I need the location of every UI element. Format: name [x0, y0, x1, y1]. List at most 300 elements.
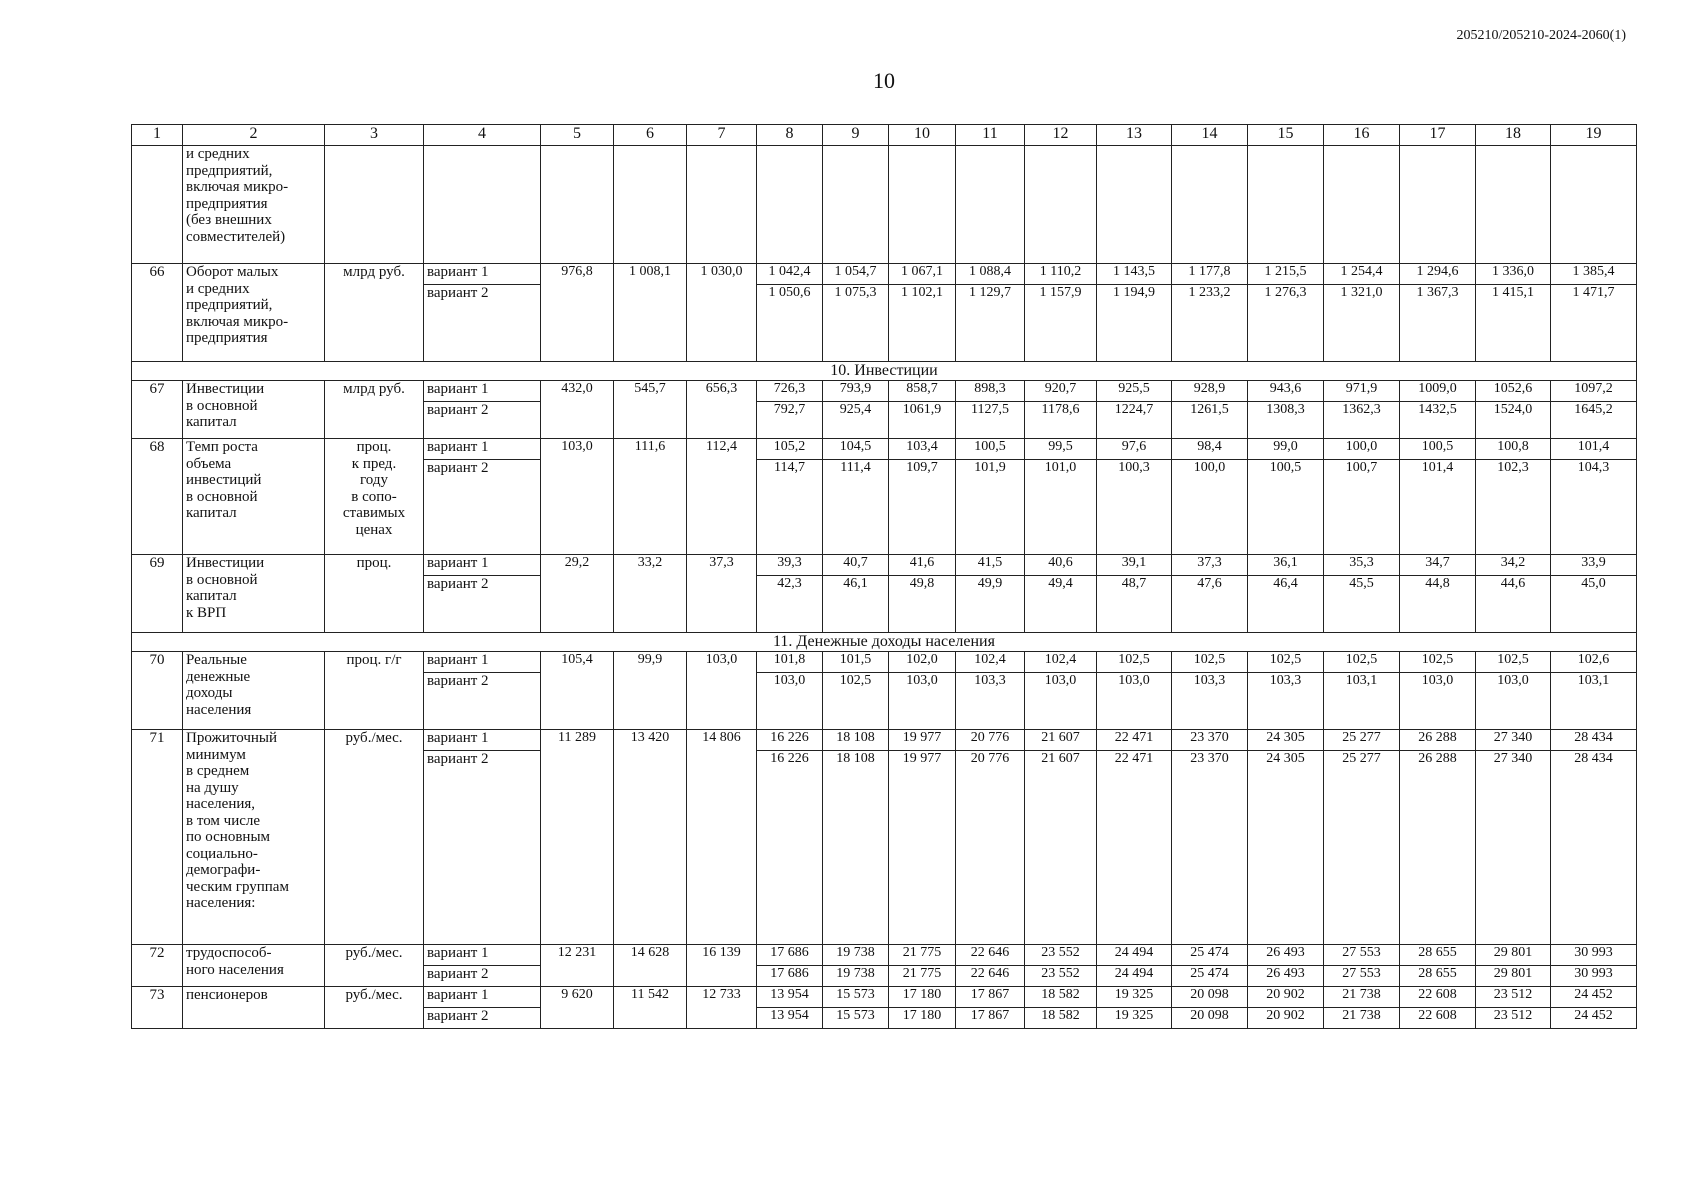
- value-cell: 102,5: [1476, 652, 1551, 673]
- table-row: [132, 146, 1637, 264]
- variant-label: вариант 2: [424, 460, 541, 555]
- value-cell: 9 620: [541, 987, 614, 1029]
- value-cell: 17 867: [956, 1008, 1025, 1029]
- value-cell: 114,7: [757, 460, 823, 555]
- table-row: [132, 987, 1637, 1008]
- value-cell: 1 254,4: [1324, 264, 1400, 285]
- value-cell: 11 542: [614, 987, 687, 1029]
- indicator-name: Оборот малых и средних предприятий, включая микро- предприятия: [183, 264, 325, 362]
- value-cell: 1 054,7: [823, 264, 889, 285]
- column-number: 17: [1400, 125, 1476, 146]
- value-cell: 943,6: [1248, 381, 1324, 402]
- value-cell: 13 954: [757, 1008, 823, 1029]
- value-cell: 102,5: [1324, 652, 1400, 673]
- value-cell: 24 305: [1248, 751, 1324, 945]
- value-cell: [1172, 146, 1248, 264]
- value-cell: 18 108: [823, 730, 889, 751]
- value-cell: 1009,0: [1400, 381, 1476, 402]
- value-cell: 27 340: [1476, 751, 1551, 945]
- value-cell: 898,3: [956, 381, 1025, 402]
- value-cell: 1097,2: [1551, 381, 1637, 402]
- value-cell: 19 738: [823, 966, 889, 987]
- variant-label: вариант 1: [424, 439, 541, 460]
- value-cell: 103,0: [1097, 673, 1172, 730]
- value-cell: [1400, 146, 1476, 264]
- row-number: 72: [132, 945, 183, 987]
- column-number: 15: [1248, 125, 1324, 146]
- value-cell: 1 075,3: [823, 285, 889, 362]
- unit-cell: проц. г/г: [325, 652, 424, 730]
- value-cell: [823, 146, 889, 264]
- variant-label: вариант 2: [424, 576, 541, 633]
- value-cell: [424, 146, 541, 264]
- value-cell: 1 008,1: [614, 264, 687, 362]
- value-cell: 1 233,2: [1172, 285, 1248, 362]
- value-cell: 21 775: [889, 966, 956, 987]
- value-cell: 925,5: [1097, 381, 1172, 402]
- value-cell: 1052,6: [1476, 381, 1551, 402]
- value-cell: 30 993: [1551, 966, 1637, 987]
- value-cell: 21 738: [1324, 1008, 1400, 1029]
- value-cell: 24 494: [1097, 945, 1172, 966]
- value-cell: 1 415,1: [1476, 285, 1551, 362]
- value-cell: 103,1: [1551, 673, 1637, 730]
- value-cell: 976,8: [541, 264, 614, 362]
- value-cell: 1 336,0: [1476, 264, 1551, 285]
- value-cell: 100,0: [1324, 439, 1400, 460]
- unit-cell: млрд руб.: [325, 264, 424, 362]
- value-cell: 100,5: [1248, 460, 1324, 555]
- value-cell: 928,9: [1172, 381, 1248, 402]
- value-cell: 41,6: [889, 555, 956, 576]
- value-cell: 102,5: [1400, 652, 1476, 673]
- value-cell: 14 806: [687, 730, 757, 945]
- value-cell: 1 385,4: [1551, 264, 1637, 285]
- indicator-name: Инвестиции в основной капитал: [183, 381, 325, 439]
- value-cell: 40,7: [823, 555, 889, 576]
- section-title: 10. Инвестиции: [132, 362, 1637, 381]
- forecast-table: [131, 124, 1637, 1029]
- value-cell: [325, 146, 424, 264]
- value-cell: 27 553: [1324, 966, 1400, 987]
- value-cell: 41,5: [956, 555, 1025, 576]
- table-row: [132, 730, 1637, 751]
- value-cell: 25 474: [1172, 966, 1248, 987]
- value-cell: 26 288: [1400, 730, 1476, 751]
- value-cell: 105,4: [541, 652, 614, 730]
- value-cell: [889, 146, 956, 264]
- unit-cell: руб./мес.: [325, 730, 424, 945]
- section-title: 11. Денежные доходы населения: [132, 633, 1637, 652]
- value-cell: 20 776: [956, 730, 1025, 751]
- value-cell: [1551, 146, 1637, 264]
- indicator-name: Реальные денежные доходы населения: [183, 652, 325, 730]
- value-cell: 20 098: [1172, 987, 1248, 1008]
- value-cell: 1178,6: [1025, 402, 1097, 439]
- value-cell: 30 993: [1551, 945, 1637, 966]
- row-number: 66: [132, 264, 183, 362]
- value-cell: 23 552: [1025, 966, 1097, 987]
- row-number: 70: [132, 652, 183, 730]
- column-number: 16: [1324, 125, 1400, 146]
- column-number: 12: [1025, 125, 1097, 146]
- unit-cell: проц. к пред. году в сопо- ставимых ценах: [325, 439, 424, 555]
- value-cell: 13 954: [757, 987, 823, 1008]
- value-cell: [541, 146, 614, 264]
- value-cell: 103,0: [541, 439, 614, 555]
- value-cell: 15 573: [823, 1008, 889, 1029]
- value-cell: 1432,5: [1400, 402, 1476, 439]
- value-cell: 16 139: [687, 945, 757, 987]
- value-cell: [1476, 146, 1551, 264]
- value-cell: 101,0: [1025, 460, 1097, 555]
- section-row: [132, 633, 1637, 652]
- value-cell: 21 607: [1025, 751, 1097, 945]
- value-cell: 21 738: [1324, 987, 1400, 1008]
- value-cell: 11 289: [541, 730, 614, 945]
- column-number: 7: [687, 125, 757, 146]
- value-cell: 14 628: [614, 945, 687, 987]
- value-cell: 103,0: [687, 652, 757, 730]
- value-cell: 42,3: [757, 576, 823, 633]
- section-row: [132, 362, 1637, 381]
- value-cell: 101,8: [757, 652, 823, 673]
- value-cell: 19 977: [889, 751, 956, 945]
- value-cell: 22 646: [956, 966, 1025, 987]
- value-cell: 112,4: [687, 439, 757, 555]
- value-cell: 34,7: [1400, 555, 1476, 576]
- column-number: 19: [1551, 125, 1637, 146]
- value-cell: 25 474: [1172, 945, 1248, 966]
- value-cell: 29 801: [1476, 966, 1551, 987]
- value-cell: 49,9: [956, 576, 1025, 633]
- value-cell: 12 733: [687, 987, 757, 1029]
- value-cell: 23 370: [1172, 730, 1248, 751]
- value-cell: 103,0: [1476, 673, 1551, 730]
- value-cell: 103,0: [1400, 673, 1476, 730]
- value-cell: 17 180: [889, 987, 956, 1008]
- value-cell: 1362,3: [1324, 402, 1400, 439]
- value-cell: 103,0: [1025, 673, 1097, 730]
- value-cell: 100,5: [956, 439, 1025, 460]
- indicator-name: Инвестиции в основной капитал к ВРП: [183, 555, 325, 633]
- column-number: 9: [823, 125, 889, 146]
- value-cell: 1 030,0: [687, 264, 757, 362]
- value-cell: 100,0: [1172, 460, 1248, 555]
- value-cell: 19 325: [1097, 987, 1172, 1008]
- value-cell: 1224,7: [1097, 402, 1172, 439]
- value-cell: 1261,5: [1172, 402, 1248, 439]
- value-cell: 24 452: [1551, 1008, 1637, 1029]
- value-cell: 102,0: [889, 652, 956, 673]
- value-cell: 99,9: [614, 652, 687, 730]
- column-number: 4: [424, 125, 541, 146]
- value-cell: [1324, 146, 1400, 264]
- value-cell: 37,3: [687, 555, 757, 633]
- document-id: 205210/205210-2024-2060(1): [1456, 28, 1626, 43]
- value-cell: 29 801: [1476, 945, 1551, 966]
- column-number: 6: [614, 125, 687, 146]
- value-cell: 1 102,1: [889, 285, 956, 362]
- row-number: [132, 146, 183, 264]
- indicator-name: пенсионеров: [183, 987, 325, 1029]
- value-cell: 102,5: [1248, 652, 1324, 673]
- column-number: 18: [1476, 125, 1551, 146]
- value-cell: 104,3: [1551, 460, 1637, 555]
- value-cell: 46,4: [1248, 576, 1324, 633]
- value-cell: 33,2: [614, 555, 687, 633]
- value-cell: 102,5: [1097, 652, 1172, 673]
- value-cell: 24 452: [1551, 987, 1637, 1008]
- value-cell: [687, 146, 757, 264]
- variant-label: вариант 1: [424, 555, 541, 576]
- column-number: 2: [183, 125, 325, 146]
- value-cell: 104,5: [823, 439, 889, 460]
- value-cell: 545,7: [614, 381, 687, 439]
- table-row: [132, 264, 1637, 285]
- value-cell: 1061,9: [889, 402, 956, 439]
- value-cell: 16 226: [757, 730, 823, 751]
- value-cell: 45,0: [1551, 576, 1637, 633]
- indicator-name: трудоспособ- ного населения: [183, 945, 325, 987]
- value-cell: 98,4: [1172, 439, 1248, 460]
- value-cell: 33,9: [1551, 555, 1637, 576]
- value-cell: 99,0: [1248, 439, 1324, 460]
- value-cell: 101,4: [1551, 439, 1637, 460]
- row-number: 69: [132, 555, 183, 633]
- value-cell: 27 553: [1324, 945, 1400, 966]
- value-cell: 1 321,0: [1324, 285, 1400, 362]
- value-cell: 45,5: [1324, 576, 1400, 633]
- value-cell: 1 471,7: [1551, 285, 1637, 362]
- value-cell: 1 367,3: [1400, 285, 1476, 362]
- value-cell: 793,9: [823, 381, 889, 402]
- table-row: [132, 439, 1637, 460]
- value-cell: [614, 146, 687, 264]
- value-cell: 656,3: [687, 381, 757, 439]
- value-cell: 100,8: [1476, 439, 1551, 460]
- value-cell: 19 738: [823, 945, 889, 966]
- value-cell: 35,3: [1324, 555, 1400, 576]
- value-cell: 18 582: [1025, 987, 1097, 1008]
- value-cell: 28 434: [1551, 730, 1637, 751]
- value-cell: 25 277: [1324, 730, 1400, 751]
- value-cell: 1 088,4: [956, 264, 1025, 285]
- value-cell: 26 493: [1248, 966, 1324, 987]
- value-cell: [757, 146, 823, 264]
- table-row: [132, 381, 1637, 402]
- variant-label: вариант 1: [424, 945, 541, 966]
- value-cell: 103,4: [889, 439, 956, 460]
- value-cell: 22 608: [1400, 1008, 1476, 1029]
- value-cell: 23 370: [1172, 751, 1248, 945]
- value-cell: 111,6: [614, 439, 687, 555]
- value-cell: 97,6: [1097, 439, 1172, 460]
- value-cell: 971,9: [1324, 381, 1400, 402]
- value-cell: 18 582: [1025, 1008, 1097, 1029]
- value-cell: 40,6: [1025, 555, 1097, 576]
- value-cell: 46,1: [823, 576, 889, 633]
- value-cell: 17 180: [889, 1008, 956, 1029]
- value-cell: 1 129,7: [956, 285, 1025, 362]
- value-cell: 19 325: [1097, 1008, 1172, 1029]
- value-cell: 920,7: [1025, 381, 1097, 402]
- value-cell: 49,4: [1025, 576, 1097, 633]
- row-number: 68: [132, 439, 183, 555]
- value-cell: 101,9: [956, 460, 1025, 555]
- variant-label: вариант 2: [424, 673, 541, 730]
- value-cell: 23 512: [1476, 1008, 1551, 1029]
- column-number: 11: [956, 125, 1025, 146]
- value-cell: [1248, 146, 1324, 264]
- variant-label: вариант 1: [424, 264, 541, 285]
- column-number: 10: [889, 125, 956, 146]
- column-number: 1: [132, 125, 183, 146]
- value-cell: [1025, 146, 1097, 264]
- variant-label: вариант 2: [424, 751, 541, 945]
- value-cell: 1308,3: [1248, 402, 1324, 439]
- value-cell: 34,2: [1476, 555, 1551, 576]
- table-row: [132, 555, 1637, 576]
- value-cell: 27 340: [1476, 730, 1551, 751]
- value-cell: 102,3: [1476, 460, 1551, 555]
- row-number: 73: [132, 987, 183, 1029]
- value-cell: 100,5: [1400, 439, 1476, 460]
- value-cell: 22 608: [1400, 987, 1476, 1008]
- value-cell: 29,2: [541, 555, 614, 633]
- value-cell: 100,3: [1097, 460, 1172, 555]
- value-cell: 1 110,2: [1025, 264, 1097, 285]
- column-number: 14: [1172, 125, 1248, 146]
- value-cell: 102,6: [1551, 652, 1637, 673]
- table-row: [132, 945, 1637, 966]
- value-cell: 28 655: [1400, 945, 1476, 966]
- value-cell: 44,6: [1476, 576, 1551, 633]
- variant-label: вариант 2: [424, 285, 541, 362]
- value-cell: 20 902: [1248, 987, 1324, 1008]
- value-cell: 1 194,9: [1097, 285, 1172, 362]
- value-cell: 20 098: [1172, 1008, 1248, 1029]
- variant-label: вариант 1: [424, 652, 541, 673]
- unit-cell: проц.: [325, 555, 424, 633]
- value-cell: [956, 146, 1025, 264]
- value-cell: 103,3: [1248, 673, 1324, 730]
- value-cell: 17 686: [757, 966, 823, 987]
- value-cell: 103,0: [889, 673, 956, 730]
- value-cell: 24 494: [1097, 966, 1172, 987]
- variant-label: вариант 2: [424, 402, 541, 439]
- value-cell: 1 067,1: [889, 264, 956, 285]
- value-cell: 19 977: [889, 730, 956, 751]
- value-cell: 21 607: [1025, 730, 1097, 751]
- row-number: 67: [132, 381, 183, 439]
- value-cell: 16 226: [757, 751, 823, 945]
- value-cell: 1 294,6: [1400, 264, 1476, 285]
- value-cell: 101,4: [1400, 460, 1476, 555]
- column-number: 3: [325, 125, 424, 146]
- value-cell: 792,7: [757, 402, 823, 439]
- unit-cell: руб./мес.: [325, 987, 424, 1029]
- value-cell: 101,5: [823, 652, 889, 673]
- indicator-name: и средних предприятий, включая микро- предприятия (без внешних совместителей): [183, 146, 325, 264]
- value-cell: 18 108: [823, 751, 889, 945]
- value-cell: 111,4: [823, 460, 889, 555]
- value-cell: 23 512: [1476, 987, 1551, 1008]
- value-cell: 22 471: [1097, 730, 1172, 751]
- value-cell: 1645,2: [1551, 402, 1637, 439]
- value-cell: 726,3: [757, 381, 823, 402]
- variant-label: вариант 1: [424, 987, 541, 1008]
- column-number: 8: [757, 125, 823, 146]
- value-cell: 15 573: [823, 987, 889, 1008]
- value-cell: 26 493: [1248, 945, 1324, 966]
- column-number: 5: [541, 125, 614, 146]
- value-cell: 102,4: [1025, 652, 1097, 673]
- value-cell: 49,8: [889, 576, 956, 633]
- value-cell: 103,0: [757, 673, 823, 730]
- value-cell: 925,4: [823, 402, 889, 439]
- value-cell: 25 277: [1324, 751, 1400, 945]
- value-cell: 17 686: [757, 945, 823, 966]
- value-cell: 102,4: [956, 652, 1025, 673]
- value-cell: 1 042,4: [757, 264, 823, 285]
- variant-label: вариант 2: [424, 1008, 541, 1029]
- unit-cell: руб./мес.: [325, 945, 424, 987]
- value-cell: 1 050,6: [757, 285, 823, 362]
- value-cell: 47,6: [1172, 576, 1248, 633]
- value-cell: 858,7: [889, 381, 956, 402]
- value-cell: 37,3: [1172, 555, 1248, 576]
- value-cell: 103,3: [956, 673, 1025, 730]
- value-cell: 102,5: [823, 673, 889, 730]
- value-cell: 21 775: [889, 945, 956, 966]
- value-cell: 13 420: [614, 730, 687, 945]
- value-cell: 109,7: [889, 460, 956, 555]
- indicator-name: Темп роста объема инвестиций в основной капитал: [183, 439, 325, 555]
- value-cell: 1 177,8: [1172, 264, 1248, 285]
- value-cell: 20 776: [956, 751, 1025, 945]
- variant-label: вариант 1: [424, 381, 541, 402]
- value-cell: 1 215,5: [1248, 264, 1324, 285]
- column-number: 13: [1097, 125, 1172, 146]
- value-cell: [1097, 146, 1172, 264]
- table-row: [132, 652, 1637, 673]
- value-cell: 26 288: [1400, 751, 1476, 945]
- value-cell: 1 157,9: [1025, 285, 1097, 362]
- column-number-row: [132, 125, 1637, 146]
- variant-label: вариант 1: [424, 730, 541, 751]
- value-cell: 23 552: [1025, 945, 1097, 966]
- indicator-name: Прожиточный минимум в среднем на душу населения, в том числе по основным социально- демографи- ческим группам населения:: [183, 730, 325, 945]
- value-cell: 20 902: [1248, 1008, 1324, 1029]
- value-cell: 100,7: [1324, 460, 1400, 555]
- value-cell: 105,2: [757, 439, 823, 460]
- variant-label: вариант 2: [424, 966, 541, 987]
- value-cell: 39,3: [757, 555, 823, 576]
- value-cell: 48,7: [1097, 576, 1172, 633]
- value-cell: 22 471: [1097, 751, 1172, 945]
- value-cell: 1127,5: [956, 402, 1025, 439]
- value-cell: 36,1: [1248, 555, 1324, 576]
- value-cell: 432,0: [541, 381, 614, 439]
- value-cell: 44,8: [1400, 576, 1476, 633]
- value-cell: 1524,0: [1476, 402, 1551, 439]
- row-number: 71: [132, 730, 183, 945]
- value-cell: 103,1: [1324, 673, 1400, 730]
- value-cell: 1 143,5: [1097, 264, 1172, 285]
- value-cell: 1 276,3: [1248, 285, 1324, 362]
- value-cell: 22 646: [956, 945, 1025, 966]
